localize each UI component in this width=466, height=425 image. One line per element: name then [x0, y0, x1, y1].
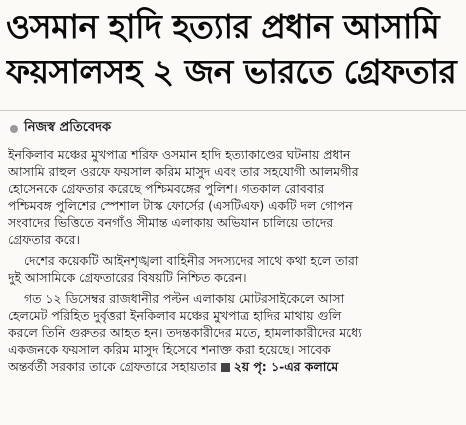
byline: [10, 118, 111, 139]
paragraph-line: একজনকে ফয়সাল করিম মাসুদ হিসেবে শনাক্ত করা হয়েছে। সাবেক: [8, 342, 331, 357]
continuation-reference: ২য় পৃ: ১-এর কলামে: [233, 359, 339, 374]
paragraph-2: [8, 252, 462, 286]
paragraph-line-text: অন্তর্বর্তী সরকার তাকে গ্রেফতারে সহায়তার: [8, 359, 217, 374]
divider: [0, 110, 466, 111]
headline-line-2: ফয়সালসহ ২ জন ভারতে গ্রেফতার: [6, 52, 457, 91]
paragraph-line: হেলমেট পরিহিত দুর্বৃত্তরা ইনকিলাব মঞ্চের মুখপাত্র হাদির মাথায় গুলি: [8, 308, 342, 323]
paragraph-line: সংবাদের ভিত্তিতে বনগাঁও সীমান্ত এলাকায় অভিযান চালিয়ে তাদের: [8, 215, 334, 230]
paragraph-line: হোসেনকে গ্রেফতার করেছে পশ্চিমবঙ্গের পুলিশ। গতকাল রোববার: [8, 181, 325, 196]
continuation-square-icon: [221, 363, 230, 372]
bullet-icon: [10, 125, 18, 133]
paragraph-line-last: [8, 358, 462, 375]
paragraph-line: গত ১২ ডিসেম্বর রাজধানীর পল্টন এলাকায় মোটরসাইকেলে আসা: [24, 291, 345, 306]
paragraph-1: [8, 146, 462, 248]
paragraph-line: গ্রেফতার করে।: [8, 232, 80, 247]
paragraph-line: করলে তিনি গুরুতর আহত হন। তদন্তকারীদের মতে, হামলাকারীদের মধ্যে: [8, 325, 362, 340]
byline-text: নিজস্ব প্রতিবেদক: [24, 120, 112, 135]
paragraph-line: পশ্চিমবঙ্গ পুলিশের স্পেশাল টাস্ক ফোর্সের (এসটিএফ) একটি দল গোপন: [8, 198, 353, 213]
paragraph-line: ইনকিলাব মঞ্চের মুখপাত্র শরিফ ওসমান হাদি হত্যাকাণ্ডের ঘটনায় প্রধান: [8, 147, 351, 162]
paragraph-3: [8, 290, 462, 375]
headline: [6, 4, 460, 94]
paragraph-line: দেশের কয়েকটি আইনশৃঙ্খলা বাহিনীর সদস্যদের সাথে কথা হলে তারা: [24, 253, 359, 268]
paragraph-line: দুই আসামিকে গ্রেফতারের বিষয়টি নিশ্চিত করেন।: [8, 270, 247, 285]
headline-line-1: ওসমান হাদি হত্যার প্রধান আসামি: [6, 7, 440, 46]
article-body: [8, 146, 462, 375]
paragraph-line: আসামি রাহুল ওরফে ফয়সাল করিম মাসুদ এবং তার সহযোগী আলমগীর: [8, 164, 359, 179]
